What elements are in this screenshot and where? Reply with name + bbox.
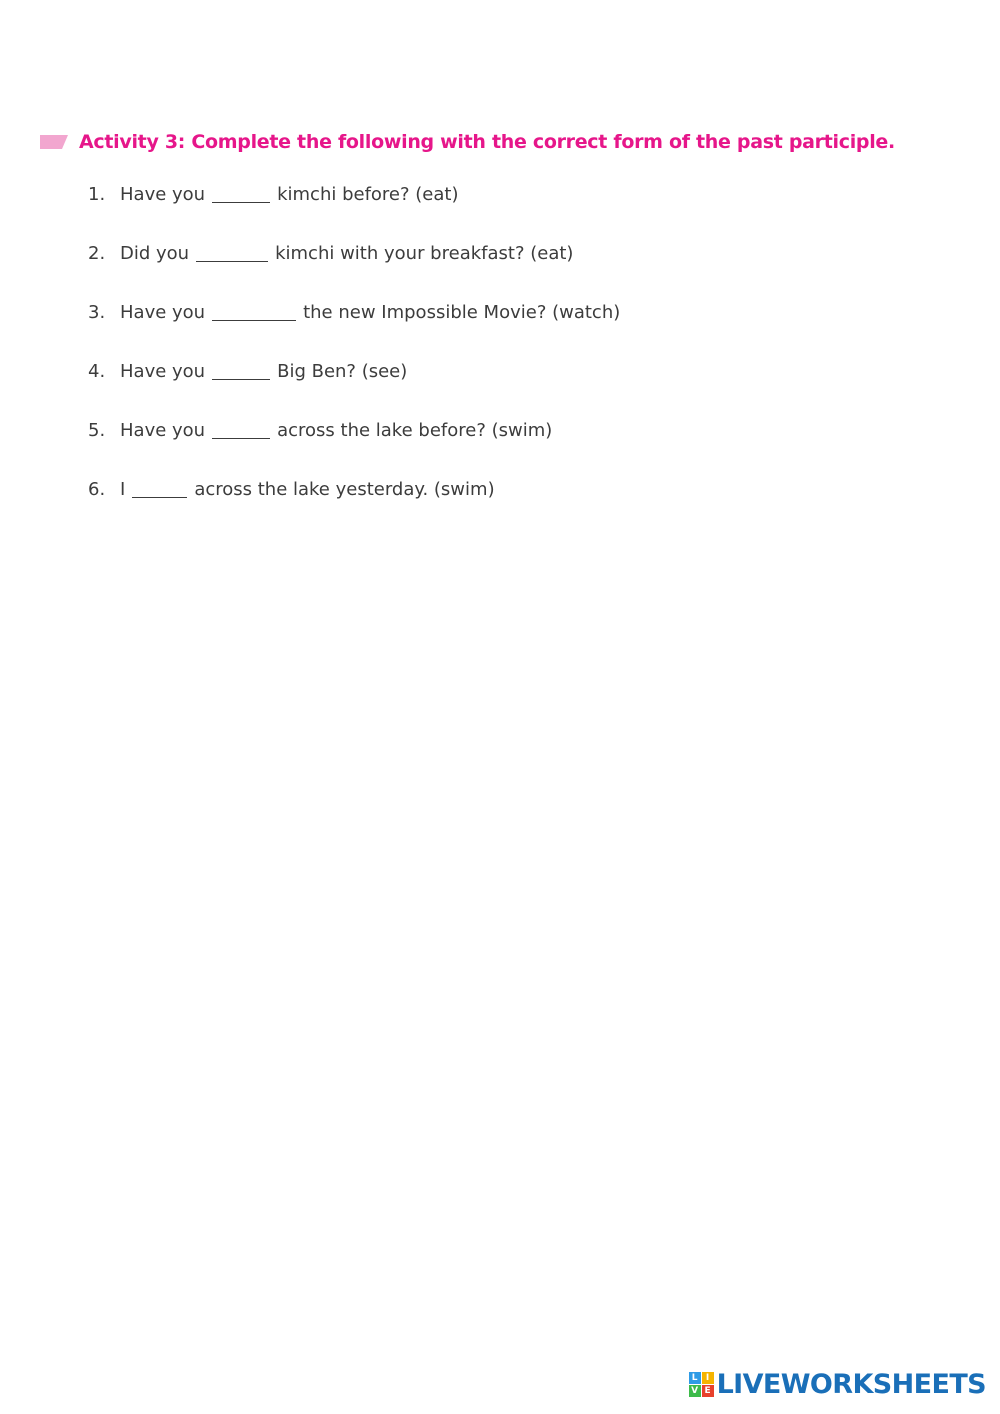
answer-blank-4[interactable] [212,361,270,380]
item-text-after: kimchi before? (eat) [277,184,459,205]
item-text-after: the new Impossible Movie? (watch) [303,302,621,323]
activity-heading [40,128,895,156]
item-text-after: Big Ben? (see) [277,361,408,382]
logo-mark-letter: E [702,1385,714,1397]
item-number: 3. [88,302,106,323]
logo-mark-letter: L [689,1372,701,1384]
exercise-item-2 [88,239,573,269]
answer-blank-3[interactable] [212,302,296,321]
item-text-before: Have you [120,184,206,205]
logo-mark-letter: V [689,1385,701,1397]
item-number: 4. [88,361,106,382]
exercise-item-5 [88,416,552,446]
heading-marker-icon [40,135,68,149]
item-text-before: Did you [120,243,190,264]
exercise-item-4 [88,357,407,387]
answer-blank-2[interactable] [196,243,268,262]
answer-blank-6[interactable] [132,479,187,498]
item-text-before: Have you [120,420,206,441]
item-number: 6. [88,479,106,500]
item-number: 2. [88,243,106,264]
logo-mark-icon [689,1372,714,1397]
answer-blank-1[interactable] [212,184,270,203]
exercise-item-3 [88,298,620,328]
answer-blank-5[interactable] [212,420,270,439]
logo-mark-letter: I [702,1372,714,1384]
item-text-before: Have you [120,361,206,382]
item-text-after: across the lake yesterday. (swim) [194,479,495,500]
logo-text: LIVEWORKSHEETS [716,1369,986,1400]
activity-title: Activity 3: Complete the following with the correct form of the past participle. [79,131,895,153]
exercise-item-1 [88,180,459,210]
item-text-after: across the lake before? (swim) [277,420,553,441]
item-text-after: kimchi with your breakfast? (eat) [275,243,574,264]
item-number: 1. [88,184,106,205]
exercise-item-6 [88,475,495,505]
item-text-before: Have you [120,302,206,323]
item-number: 5. [88,420,106,441]
liveworksheets-logo [689,1369,986,1400]
item-text-before: I [120,479,126,500]
